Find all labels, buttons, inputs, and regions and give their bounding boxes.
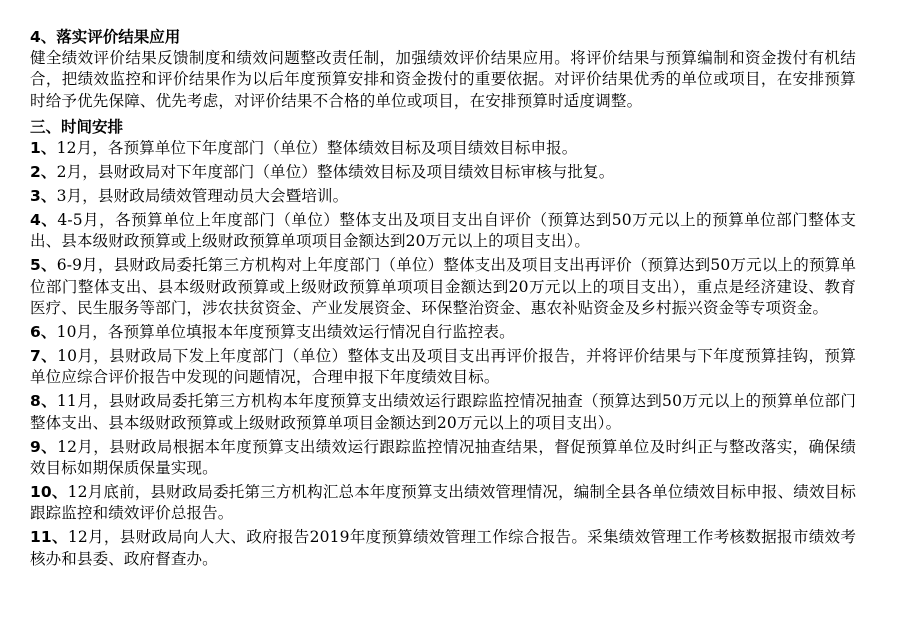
schedule-list <box>30 138 856 570</box>
item-number: 11、 <box>30 528 68 547</box>
item-number: 7、 <box>30 346 58 365</box>
schedule-item <box>30 482 856 525</box>
schedule-item <box>30 437 856 480</box>
document-page <box>30 26 856 572</box>
item-number: 9、 <box>30 437 58 456</box>
item-text: 12月，县财政局向人大、政府报告2019年度预算绩效管理工作综合报告。采集绩效管理工作考核数据报市绩效考核办和县委、政府督查办。 <box>30 528 856 568</box>
schedule-item <box>30 138 856 159</box>
schedule-item <box>30 527 856 570</box>
item-text: 3月，县财政局绩效管理动员大会暨培训。 <box>56 187 349 206</box>
item-number: 2、 <box>30 163 57 182</box>
schedule-item <box>30 255 856 319</box>
item-text: 12月底前，县财政局委托第三方机构汇总本年度预算支出绩效管理情况，编制全县各单位绩效目标申报、绩效目标跟踪监控和绩效评价总报告。 <box>30 482 856 523</box>
item-number: 5、 <box>30 256 57 275</box>
item-text: 10月，各预算单位填报本年度预算支出绩效运行情况自行监控表。 <box>56 322 515 341</box>
item-number: 4、 <box>30 210 58 229</box>
item-number: 10、 <box>30 482 68 501</box>
item-text: 4-5月，各预算单位上年度部门（单位）整体支出及项目支出自评价（预算达到50万元以上的预算单位部门整体支出、县本级财政预算或上级财政预算单项项目金额达到20万元以上的项目支出）。 <box>30 210 856 251</box>
item-number: 8、 <box>30 392 57 411</box>
schedule-item <box>30 322 856 343</box>
item-number: 1、 <box>30 139 57 158</box>
item-text: 2月，县财政局对下年度部门（单位）整体绩效目标及项目绩效目标审核与批复。 <box>56 163 615 182</box>
section-heading-apply-results: 4、落实评价结果应用 <box>30 28 181 46</box>
item-text: 6-9月，县财政局委托第三方机构对上年度部门（单位）整体支出及项目支出再评价（预算达到50万元以上的预算单位部门整体支出、县本级财政预算或上级财政预算单项项目金额达到20万元以上的项目支出），重点是经济建设、教育医疗、民生服务等部门，涉农扶贫资金、产业发展资金、环保整治资金、惠农补贴资金及乡村振兴资金等专项资金。 <box>30 256 856 318</box>
schedule-item <box>30 210 856 253</box>
item-text: 10月，县财政局下发上年度部门（单位）整体支出及项目支出再评价报告，并将评价结果与下年度预算挂钩，预算单位应综合评价报告中发现的问题情况，合理申报下年度绩效目标。 <box>30 346 856 387</box>
schedule-item <box>30 391 856 434</box>
item-number: 6、 <box>30 322 57 341</box>
schedule-item <box>30 346 856 389</box>
item-text: 12月，各预算单位下年度部门（单位）整体绩效目标及项目绩效目标申报。 <box>56 139 578 158</box>
section-heading-schedule: 三、时间安排 <box>30 118 124 137</box>
item-text: 11月，县财政局委托第三方机构本年度预算支出绩效运行跟踪监控情况抽查（预算达到50万元以上的预算单位部门整体支出、县本级财政预算或上级财政预算单项目金额达到20万元以上的项目支出）。 <box>30 392 856 432</box>
schedule-item <box>30 162 856 183</box>
item-text: 12月，县财政局根据本年度预算支出绩效运行跟踪监控情况抽查结果，督促预算单位及时纠正与整改落实，确保绩效目标如期保质保量实现。 <box>30 437 856 477</box>
schedule-item <box>30 186 856 207</box>
section-body-apply-results: 健全绩效评价结果反馈制度和绩效问题整改责任制，加强绩效评价结果应用。将评价结果与预算编制和资金拨付有机结合，把绩效监控和评价结果作为以后年度预算安排和资金拨付的重要依据。对评价结果优秀的单位或项目，在安排预算时给予优先保障、优先考虑，对评价结果不合格的单位或项目，在安排预算时适度调整。 <box>30 49 856 110</box>
item-number: 3、 <box>30 187 57 206</box>
